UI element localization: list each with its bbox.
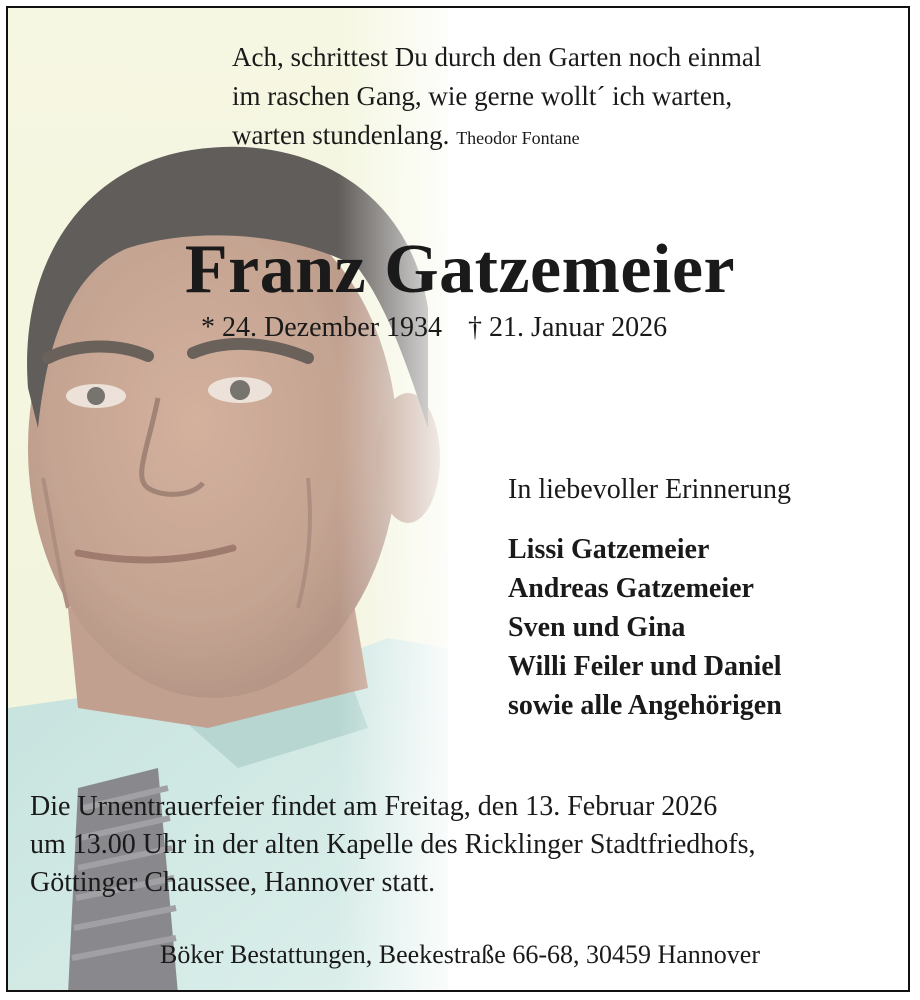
mourners-list — [508, 530, 782, 725]
mourner-name: Lissi Gatzemeier — [508, 534, 710, 565]
quote-line: im raschen Gang, wie gerne wollt´ ich warten, — [232, 81, 733, 111]
ceremony-line: Göttinger Chaussee, Hannover statt. — [30, 867, 436, 898]
birth-date: * 24. Dezember 1934 — [201, 312, 443, 343]
quote-line-text: warten stundenlang. — [232, 120, 450, 150]
quote-line-last — [232, 116, 761, 158]
poem-quote — [232, 38, 761, 158]
mourner-name: Andreas Gatzemeier — [508, 573, 754, 604]
life-dates — [201, 312, 667, 344]
mourner-name: Sven und Gina — [508, 612, 686, 643]
ceremony-info — [30, 788, 755, 902]
undertaker-address: Böker Bestattungen, Beekestraße 66-68, 30459 Hannover — [159, 940, 760, 969]
death-date: † 21. Januar 2026 — [468, 312, 668, 343]
obituary-notice — [6, 6, 910, 992]
deceased-name: Franz Gatzemeier — [184, 231, 736, 308]
ceremony-line: Die Urnentrauerfeier findet am Freitag, den 13. Februar 2026 — [30, 791, 718, 822]
ceremony-line: um 13.00 Uhr in der alten Kapelle des Ricklinger Stadtfriedhofs, — [30, 829, 756, 860]
quote-line: Ach, schrittest Du durch den Garten noch einmal — [232, 42, 762, 72]
mourner-name: sowie alle Angehörigen — [508, 690, 782, 721]
mourner-name: Willi Feiler und Daniel — [508, 651, 782, 682]
quote-author: Theodor Fontane — [456, 128, 580, 148]
memory-phrase: In liebevoller Erinnerung — [508, 474, 792, 505]
